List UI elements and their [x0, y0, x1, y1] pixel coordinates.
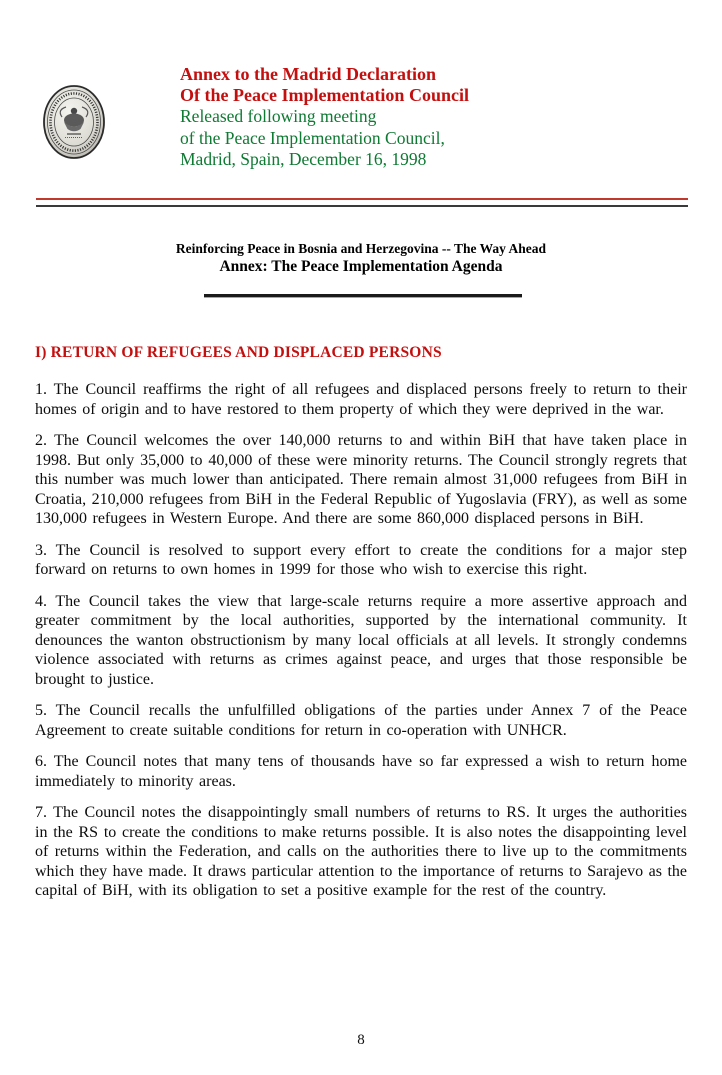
header-title-line-2: Of the Peace Implementation Council	[180, 85, 469, 105]
document-heading	[0, 240, 722, 277]
document-body	[35, 344, 687, 913]
paragraph-1: 1. The Council reaffirms the right of all refugees and displaced persons freely to return to their homes of origin and to have restored to them property of which they were deprived in the war.	[35, 381, 687, 418]
horizontal-double-rule	[36, 198, 688, 207]
section-title: I) RETURN OF REFUGEES AND DISPLACED PERSONS	[35, 344, 442, 361]
seal-icon	[42, 84, 106, 160]
paragraph-3: 3. The Council is resolved to support every effort to create the conditions for a major step forward on returns to own homes in 1999 for those who wish to exercise this right.	[35, 541, 687, 578]
header-title-line-1: Annex to the Madrid Declaration	[180, 64, 436, 84]
header-release-line-1: Released following meeting	[180, 106, 377, 126]
header-release-line-3: Madrid, Spain, December 16, 1998	[180, 149, 427, 169]
document-heading-line-2: Annex: The Peace Implementation Agenda	[219, 258, 503, 275]
header-block	[180, 64, 650, 171]
paragraph-7: 7. The Council notes the disappointingly small numbers of returns to RS. It urges the authorities in the RS to create the conditions to make returns possible. It is also notes the disappointing level of returns within the Federation, and calls on the authorities there to live up to the commitments which they have made. It draws particular attention to the importance of returns to Sarajevo as the capital of BiH, with its obligation to set a positive example for the rest of the country.	[35, 804, 687, 899]
document-heading-line-1: Reinforcing Peace in Bosnia and Herzegovina -- The Way Ahead	[175, 241, 547, 256]
state-department-seal	[42, 84, 106, 160]
header-release-line-2: of the Peace Implementation Council,	[180, 127, 445, 148]
horizontal-short-rule	[204, 294, 522, 297]
paragraph-5: 5. The Council recalls the unfulfilled obligations of the parties under Annex 7 of the Peace Agreement to create suitable conditions for return in co-operation with UNHCR.	[35, 702, 687, 739]
paragraph-2: 2. The Council welcomes the over 140,000 returns to and within BiH that have taken place in 1998. But only 35,000 to 40,000 of these were minority returns. The Council strongly regrets that this number was much lower than anticipated. There remain almost 31,000 refugees from BiH in Croatia, 210,000 refugees from BiH in the Federal Republic of Yugoslavia (FRY), as well as some 130,000 refugees in Western Europe. And there are some 860,000 displaced persons in BiH.	[35, 432, 687, 527]
paragraph-6: 6. The Council notes that many tens of thousands have so far expressed a wish to return home immediately to minority areas.	[35, 753, 687, 790]
paragraph-4: 4. The Council takes the view that large-scale returns require a more assertive approach and greater commitment by the local authorities, supported by the international community. It denounces the wanton obstructionism by many local officials at all levels. It strongly condemns violence associated with returns as crimes against peace, and urges that those responsible be brought to justice.	[35, 592, 687, 688]
page-number: 8	[357, 1032, 365, 1048]
